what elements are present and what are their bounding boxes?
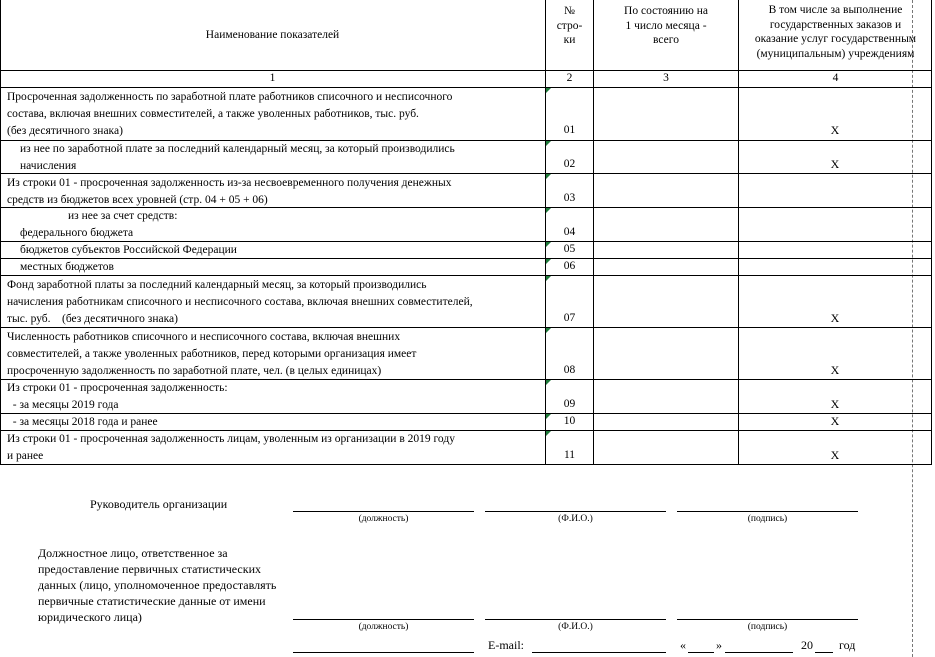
cell-marker-icon <box>546 88 551 93</box>
row-08-col4-x: X <box>830 363 840 377</box>
row-06-code: 06 <box>563 260 576 272</box>
phone-line[interactable] <box>293 652 474 653</box>
row-10-col4-x: X <box>830 414 840 428</box>
email-line[interactable] <box>532 652 666 653</box>
row-08-code: 08 <box>563 364 576 376</box>
row-06-label <box>20 259 114 276</box>
responsible-official-line2: предоставление первичных статистических <box>38 562 262 576</box>
row-07-col4-x: X <box>830 311 840 325</box>
official-signature-line[interactable] <box>677 619 858 620</box>
row-10-code: 10 <box>563 415 576 427</box>
official-fio-caption: (Ф.И.О.) <box>558 622 593 632</box>
responsible-official-line1: Должностное лицо, ответственное за <box>38 546 228 560</box>
row-11-code: 11 <box>563 449 576 461</box>
header-state-orders-line1: В том числе за выполнение <box>768 4 903 16</box>
row-07-code: 07 <box>563 312 576 324</box>
responsible-official-line3: данных (лицо, уполномоченное предоставлять <box>38 578 277 592</box>
row-08-label-line2: совместителей, а также уволенных работников, перед которыми организация имеет <box>7 348 417 360</box>
row-11-label-line2: и ранее <box>7 450 44 462</box>
head-position-caption: (должность) <box>358 514 409 524</box>
row-09-label-line1: Из строки 01 - просроченная задолженность: <box>7 382 228 394</box>
row-07-label-line2: начисления работникам списочного и несписочного состава, включая внешних совместителей, <box>7 296 473 308</box>
header-state-orders <box>739 3 932 61</box>
grid-hline-header-bottom <box>0 70 932 71</box>
official-fio-line[interactable] <box>485 619 666 620</box>
row-04-code: 04 <box>563 226 576 238</box>
date-day-line[interactable] <box>688 652 714 653</box>
row-07-label <box>7 277 473 328</box>
row-02-label-line2: начисления <box>20 160 77 172</box>
head-signature-caption: (подпись) <box>747 514 788 524</box>
cell-marker-icon <box>546 174 551 179</box>
header-total <box>594 4 738 48</box>
cell-marker-icon <box>546 208 551 213</box>
official-position-line[interactable] <box>293 619 474 620</box>
head-position-line[interactable] <box>293 511 474 512</box>
responsible-official-label <box>38 545 276 625</box>
grid-hline-index-bottom <box>0 87 932 88</box>
email-label: E-mail: <box>488 638 524 652</box>
column-index-4: 4 <box>832 72 839 84</box>
row-01-code: 01 <box>563 124 576 136</box>
row-02-col4-x: X <box>830 157 840 171</box>
column-index-1: 1 <box>269 72 276 84</box>
row-01-label-line3: (без десятичного знака) <box>7 125 123 137</box>
cell-marker-icon <box>546 328 551 333</box>
row-05-label-line1: бюджетов субъектов Российской Федерации <box>20 244 237 256</box>
header-row-number-line2: стро- <box>556 19 583 32</box>
header-state-orders-line4: (муниципальным) учреждениям <box>756 47 915 60</box>
header-state-orders-line2: государственных заказов и <box>769 18 902 31</box>
row-11-label-line1: Из строки 01 - просроченная задолженность лицам, уволенным из организации в 2019 году <box>7 433 455 445</box>
header-total-line1: По состоянию на <box>624 5 708 17</box>
cell-marker-icon <box>546 276 551 281</box>
row-08-label-line3: просроченную задолженность по заработной плате, чел. (в целых единицах) <box>7 365 382 377</box>
header-total-line3: всего <box>653 34 679 46</box>
row-11-label <box>7 431 455 465</box>
row-02-label-line1: из нее по заработной плате за последний календарный месяц, за который производились <box>20 143 455 155</box>
row-01-label-line1: Просроченная задолженность по заработной плате работников списочного и несписочного <box>7 91 453 103</box>
header-row-number <box>546 4 593 48</box>
responsible-official-line5: юридического лица) <box>38 610 142 624</box>
row-09-label-line2: - за месяцы 2019 года <box>7 399 119 411</box>
row-09-label <box>7 380 228 414</box>
row-01-col4-x: X <box>830 123 840 137</box>
cell-marker-icon <box>546 380 551 385</box>
head-signature-line[interactable] <box>677 511 858 512</box>
cell-marker-icon <box>546 431 551 436</box>
row-08-label-line1: Численность работников списочного и несписочного состава, включая внешних <box>7 331 401 343</box>
row-04-label-line1: из нее за счет средств: <box>68 210 178 222</box>
page-edge-dashed-line <box>912 0 913 657</box>
row-03-label-line1: Из строки 01 - просроченная задолженность из-за несвоевременного получения денежных <box>7 177 452 189</box>
head-of-organization-label: Руководитель организации <box>90 497 228 511</box>
row-07-label-line3: тыс. руб. (без десятичного знака) <box>7 313 178 325</box>
header-state-orders-line3: оказание услуг государственным <box>754 33 917 45</box>
grid-hline-row06 <box>0 275 932 276</box>
header-row-number-line1: № <box>564 5 575 17</box>
row-01-label <box>7 89 452 140</box>
date-year-line[interactable] <box>815 652 833 653</box>
row-11-col4-x: X <box>830 448 840 462</box>
row-02-code: 02 <box>563 158 576 170</box>
row-03-label-line2: средств из бюджетов всех уровней (стр. 04 + 05 + 06) <box>7 194 268 206</box>
date-close-quote: » <box>716 638 722 652</box>
year-prefix: 20 <box>801 638 813 652</box>
row-10-label-line1: - за месяцы 2018 года и ранее <box>7 416 158 428</box>
row-05-code: 05 <box>563 243 576 255</box>
header-row-number-line3: ки <box>563 34 576 46</box>
row-04-label <box>20 208 177 242</box>
cell-marker-icon <box>546 141 551 146</box>
year-suffix: год <box>839 638 856 652</box>
row-07-label-line1: Фонд заработной платы за последний календарный месяц, за который производились <box>7 279 427 291</box>
row-09-code: 09 <box>563 398 576 410</box>
row-10-label <box>7 414 158 431</box>
row-04-label-line2: федерального бюджета <box>20 227 134 239</box>
row-09-col4-x: X <box>830 397 840 411</box>
header-total-line2: 1 число месяца - <box>625 19 707 32</box>
official-signature-caption: (подпись) <box>747 622 788 632</box>
row-08-label <box>7 329 416 380</box>
row-06-label-line1: местных бюджетов <box>20 261 114 273</box>
row-03-label <box>7 175 451 209</box>
head-fio-line[interactable] <box>485 511 666 512</box>
row-03-code: 03 <box>563 192 576 204</box>
date-open-quote: « <box>680 638 686 652</box>
header-indicator-name: Наименование показателей <box>205 29 340 41</box>
head-fio-caption: (Ф.И.О.) <box>558 514 593 524</box>
responsible-official-line4: первичные статистические данные от имени <box>38 594 266 608</box>
row-01-label-line2: состава, включая внешних совместителей, а также уволенных работников, тыс. руб. <box>7 108 419 120</box>
date-month-line[interactable] <box>725 652 793 653</box>
column-index-2: 2 <box>566 72 573 84</box>
official-position-caption: (должность) <box>358 622 409 632</box>
row-02-label <box>20 141 455 175</box>
row-05-label <box>20 242 237 259</box>
column-index-3: 3 <box>663 72 669 84</box>
